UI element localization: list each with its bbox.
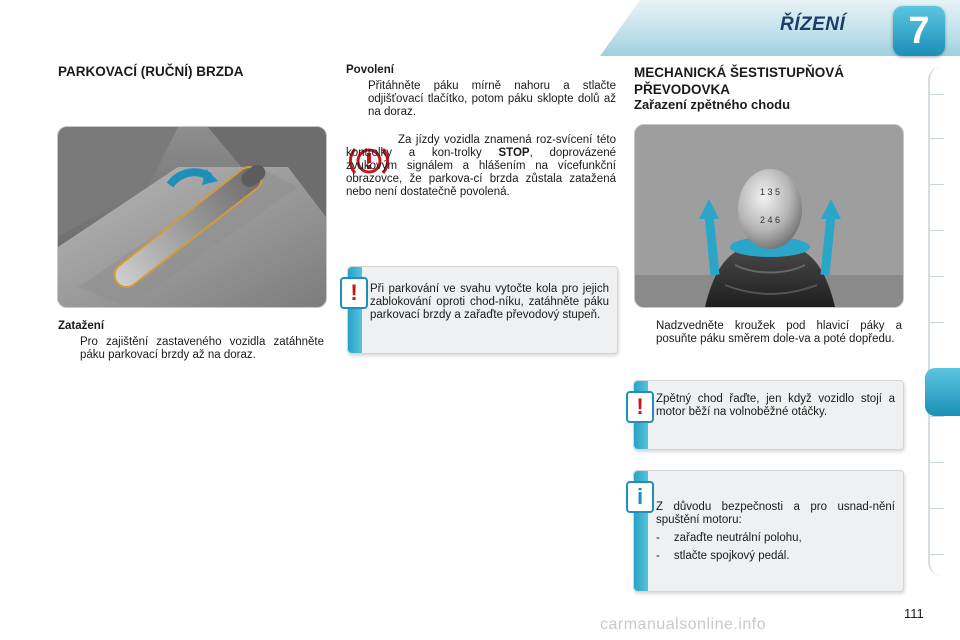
reverse-instruction bbox=[634, 320, 902, 346]
apply-instruction bbox=[58, 336, 324, 362]
warning-icon: ! bbox=[340, 277, 368, 309]
note-reverse-gear bbox=[633, 380, 904, 450]
gearbox-title: MECHANICKÁ ŠESTISTUPŇOVÁ PŘEVODOVKA bbox=[634, 65, 845, 97]
info-icon: i bbox=[626, 481, 654, 513]
warning-light-text: Za jízdy vozidla znamená roz-svícení této kontrolky a kon-trolky STOP, doprovázené zvukovým signálem a hlášením na vícefunkční obrazovce, že parkova-cí brzda zůstala zatažená nebo není dostatečně povolená. bbox=[346, 134, 616, 198]
apply-text: Pro zajištění zastaveného vozidla zatáhněte páku parkovací brzdy až na doraz. bbox=[80, 336, 324, 361]
info-text bbox=[656, 501, 895, 563]
note-slope-parking bbox=[347, 266, 618, 354]
info-intro: Z důvodu bezpečnosti a pro usnad-nění spuštění motoru: bbox=[656, 501, 895, 526]
warning-icon: ! bbox=[626, 391, 654, 423]
side-index-tabs bbox=[928, 66, 960, 576]
bullet-pointer-icon bbox=[346, 80, 360, 119]
gear-knob-photo bbox=[634, 124, 904, 308]
apply-heading: Zatažení bbox=[58, 320, 105, 332]
knob-digits-bottom: 2 4 6 bbox=[759, 215, 781, 225]
note-slope-text: Při parkování ve svahu vytočte kola pro jejich zablokování oproti chod-níku, zatáhněte páku parkovací brzdy a zařaďte převodový stupeň. bbox=[370, 283, 609, 321]
info-list-item: - stlačte spojkový pedál. bbox=[656, 550, 790, 562]
stop-label: STOP bbox=[498, 147, 530, 159]
parking-brake-title: PARKOVACÍ (RUČNÍ) BRZDA bbox=[58, 64, 244, 79]
knob-digits-top: 1 3 5 bbox=[759, 187, 781, 197]
reverse-text: Nadzvedněte kroužek pod hlavicí páky a posuňte páku směrem dole-va a poté dopředu. bbox=[656, 320, 902, 345]
bullet-pointer-icon bbox=[58, 336, 72, 362]
chapter-title: ŘÍZENÍ bbox=[780, 14, 846, 35]
release-heading: Povolení bbox=[346, 64, 394, 76]
info-safety-box bbox=[633, 470, 904, 592]
note-reverse-text: Zpětný chod řaďte, jen když vozidlo stojí a motor běží na volnoběžné otáčky. bbox=[656, 393, 895, 418]
chapter-number-tab: 7 bbox=[893, 6, 945, 56]
release-text: Přitáhněte páku mírně nahoru a stlačte odjišťovací tlačítko, potom páku sklopte dolů až na doraz. bbox=[368, 80, 616, 118]
page-number: 111 bbox=[904, 606, 924, 621]
watermark: carmanualsonline.info bbox=[600, 616, 767, 633]
side-tab-active bbox=[925, 368, 960, 416]
info-list-item: - zařaďte neutrální polohu, bbox=[656, 532, 802, 544]
reverse-subtitle: Zařazení zpětného chodu bbox=[634, 97, 791, 112]
bullet-pointer-icon bbox=[634, 320, 648, 346]
release-instruction bbox=[346, 80, 616, 119]
parking-brake-photo bbox=[57, 126, 327, 308]
